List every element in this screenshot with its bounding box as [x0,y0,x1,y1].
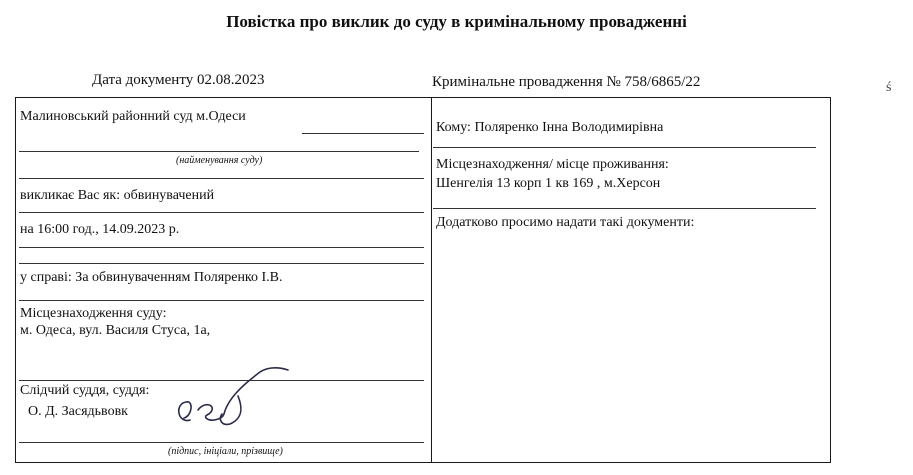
court-name-caption: (найменування суду) [176,155,263,166]
edge-mark: ś [886,80,892,95]
judge-label: Слідчий суддя, суддя: [20,383,150,398]
caption-line [19,178,424,179]
case-description: у справі: За обвинуваченням Поляренко І.В. [20,270,283,285]
hearing-datetime: на 16:00 год., 14.09.2023 р. [20,222,180,237]
hearing-datetime-line [19,247,424,248]
residence-label: Місцезнаходження/ місце проживання: [436,157,669,172]
court-location-label: Місцезнаходження суду: [20,306,167,321]
judge-signature [160,362,300,432]
residence-line [433,208,816,209]
court-name: Малиновський районний суд м.Одеси [20,109,246,124]
signature-caption: (підпис, ініціали, прізвище) [168,446,283,457]
document-date: Дата документу 02.08.2023 [92,72,265,88]
court-name-line [302,133,424,134]
court-name-line-2 [19,151,419,152]
summons-role-line [19,212,424,213]
judge-name: О. Д. Засядьвовк [28,404,128,419]
court-location: м. Одеса, вул. Василя Стуса, 1а, [20,323,211,338]
case-number: Кримінальне провадження № 758/6865/22 [432,74,701,90]
recipient-line [433,147,816,148]
recipient: Кому: Поляренко Інна Володимирівна [436,120,664,135]
blank-line [19,263,424,264]
column-divider [431,97,432,463]
residence-address: Шенгелія 13 корп 1 кв 169 , м.Херсон [436,176,661,191]
documents-request: Додатково просимо надати такі документи: [436,215,695,230]
summons-role: викликає Вас як: обвинувачений [20,188,215,203]
document-title: Повістка про виклик до суду в кримінальному провадженні [226,12,687,31]
case-description-line [19,300,424,301]
signature-line [19,442,424,443]
